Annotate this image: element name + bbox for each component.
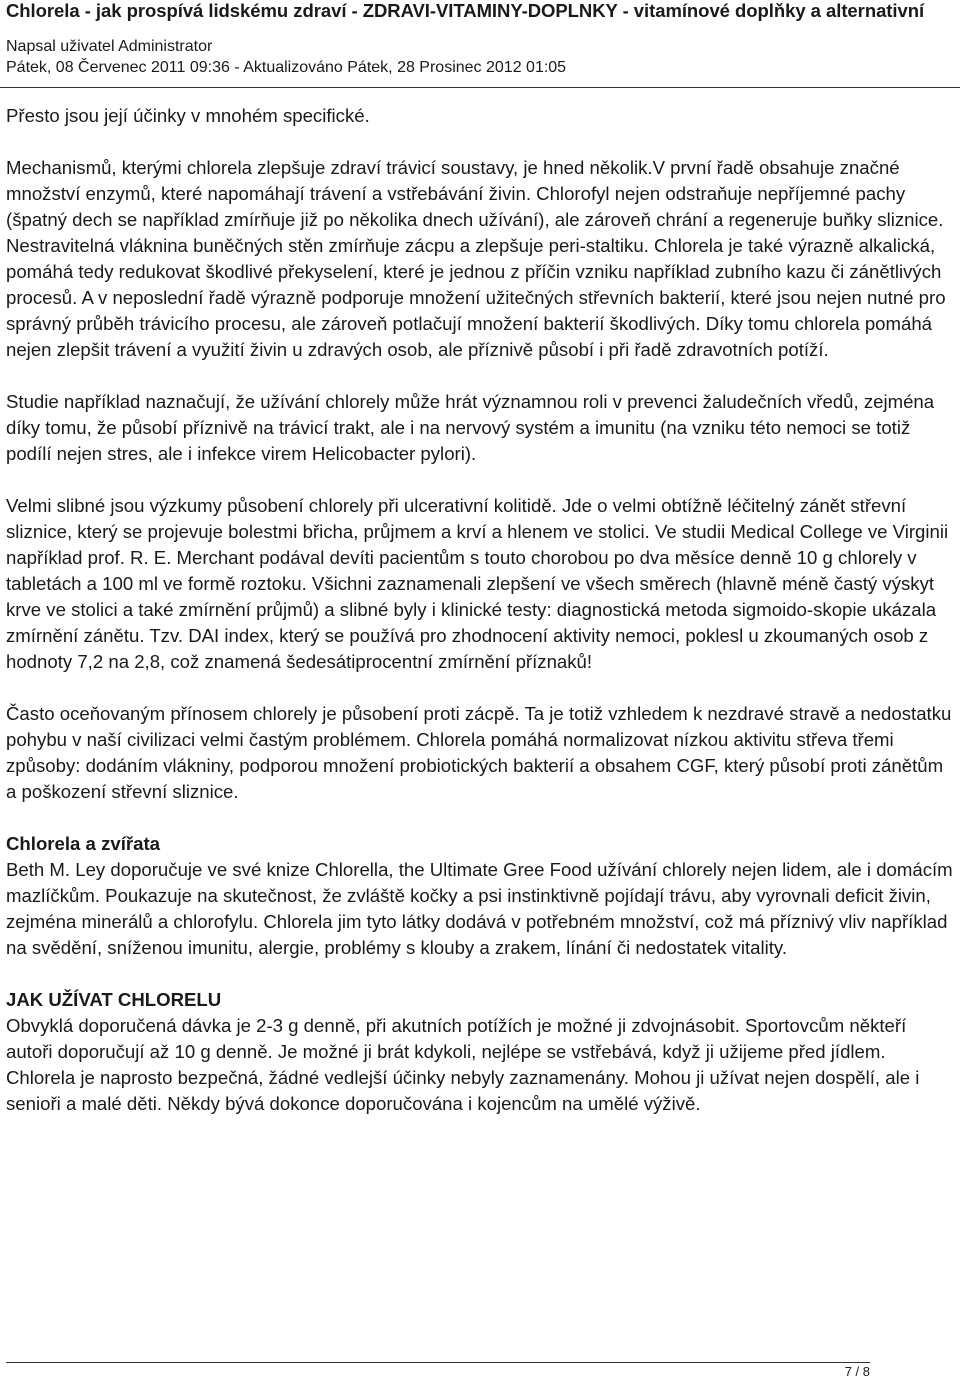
paragraph-ulcers: Studie například naznačují, že užívání chlorely může hrát významnou roli v prevenci žaludečních vředů, zejména díky tomu, že působí příznivě na trávicí trakt, ale i na nervový systém a imunitu (na vzniku této nemoci se totiž podílí nejen stres, ale i infekce virem Helicobacter pylori).: [6, 391, 935, 464]
article-meta: [0, 22, 960, 78]
section-animals-text: Beth M. Ley doporučuje ve své knize Chlorella, the Ultimate Gree Food užívání chlorely nejen lidem, ale i domácím mazlíčkům. Poukazuje na skutečnost, že zvláště kočky a psi instinktivně pojídají trávu, aby vyrovnali deficit živin, zejména minerálů a chlorofylu. Chlorela jim tyto látky dodává v potřebném množství, což má příznivý vliv například na svědění, sníženou imunitu, alergie, problémy s klouby a zrakem, línání či nedostatek vitality.: [6, 859, 953, 958]
author-line: Napsal uživatel Administrator: [6, 38, 213, 55]
section-animals: [6, 831, 956, 961]
header-divider: [0, 87, 960, 88]
footer-divider: [6, 1362, 870, 1363]
document-title: Chlorela - jak prospívá lidskému zdraví - ZDRAVI-VITAMINY-DOPLNKY - vitamínové doplňky a alternativní: [6, 0, 925, 21]
document-header: [0, 0, 960, 78]
paragraph-colitis: Velmi slibné jsou výzkumy působení chlorely při ulcerativní kolitidě. Jde o velmi obtížně léčitelný zánět střevní sliznice, který se projevuje bolestmi břicha, průjmem a krví a hlenem ve stolici. Ve studii Medical College ve Virginii například prof. R. E. Merchant podával devíti pacientům s touto chorobou po dva měsíce denně 10 g chlorely v tabletách a 100 ml ve formě roztoku. Všichni zaznamenali zlepšení ve všech směrech (hlavně méně častý výskyt krve ve stolici a také zmírnění průjmů) a slibné byly i klinické testy: diagnostická metoda sigmoido-skopie ukázala zmírnění zánětu. Tzv. DAI index, který se používá pro zhodnocení aktivity nemoci, poklesl u zkoumaných osob z hodnoty 7,2 na 2,8, což znamená šedesátiprocentní zmírnění příznaků!: [6, 495, 949, 672]
date-line: Pátek, 08 Červenec 2011 09:36 - Aktualizováno Pátek, 28 Prosinec 2012 01:05: [6, 59, 567, 76]
article-body: [6, 103, 956, 1143]
paragraph-constipation: Často oceňovaným přínosem chlorely je působení proti zácpě. Ta je totiž vzhledem k nezdravé stravě a nedostatku pohybu v naší civilizaci velmi častým problémem. Chlorela pomáhá normalizovat nízkou aktivitu střeva třemi způsoby: dodáním vlákniny, podporou množení probiotických bakterií a obsahem CGF, který působí proti zánětům a poškození střevní sliznice.: [6, 703, 952, 802]
section-usage: [6, 987, 956, 1117]
page-number: 7 / 8: [844, 1364, 870, 1379]
paragraph-intro: Přesto jsou její účinky v mnohém specifické.: [6, 105, 370, 126]
section-animals-heading: Chlorela a zvířata: [6, 833, 160, 854]
section-usage-text: Obvyklá doporučená dávka je 2-3 g denně, při akutních potížích je možné ji zdvojnásobit. Sportovcům někteří autoři doporučují až 10 g denně. Je možné ji brát kdykoli, nejlépe se vstřebává, když ji užijeme před jídlem. Chlorela je naprosto bezpečná, žádné vedlejší účinky nebyly zaznamenány. Mohou ji užívat nejen dospělí, ale i senioři a malé děti. Někdy bývá dokonce doporučována i kojencům na umělé výživě.: [6, 1015, 920, 1114]
paragraph-mechanisms: Mechanismů, kterými chlorela zlepšuje zdraví trávicí soustavy, je hned několik.V první řadě obsahuje značné množství enzymů, které napomáhají trávení a vstřebávání živin. Chlorofyl nejen odstraňuje nepříjemné pachy (špatný dech se například zmírňuje již po několika dnech užívání), ale zároveň chrání a regeneruje buňky sliznice. Nestravitelná vláknina buněčných stěn zmírňuje zácpu a zlepšuje peri-staltiku. Chlorela je také výrazně alkalická, pomáhá tedy redukovat škodlivé překyselení, které je jednou z příčin vzniku například zubního kazu či zánětlivých procesů. A v neposlední řadě výrazně podporuje množení užitečných střevních bakterií, které jsou nejen nutné pro správný průběh trávicího procesu, ale zároveň potlačují množení bakterií škodlivých. Díky tomu chlorela pomáhá nejen zlepšit trávení a využití živin u zdravých osob, ale příznivě působí i při řadě zdravotních potíží.: [6, 157, 946, 360]
section-usage-heading: JAK UŽÍVAT CHLORELU: [6, 989, 222, 1010]
